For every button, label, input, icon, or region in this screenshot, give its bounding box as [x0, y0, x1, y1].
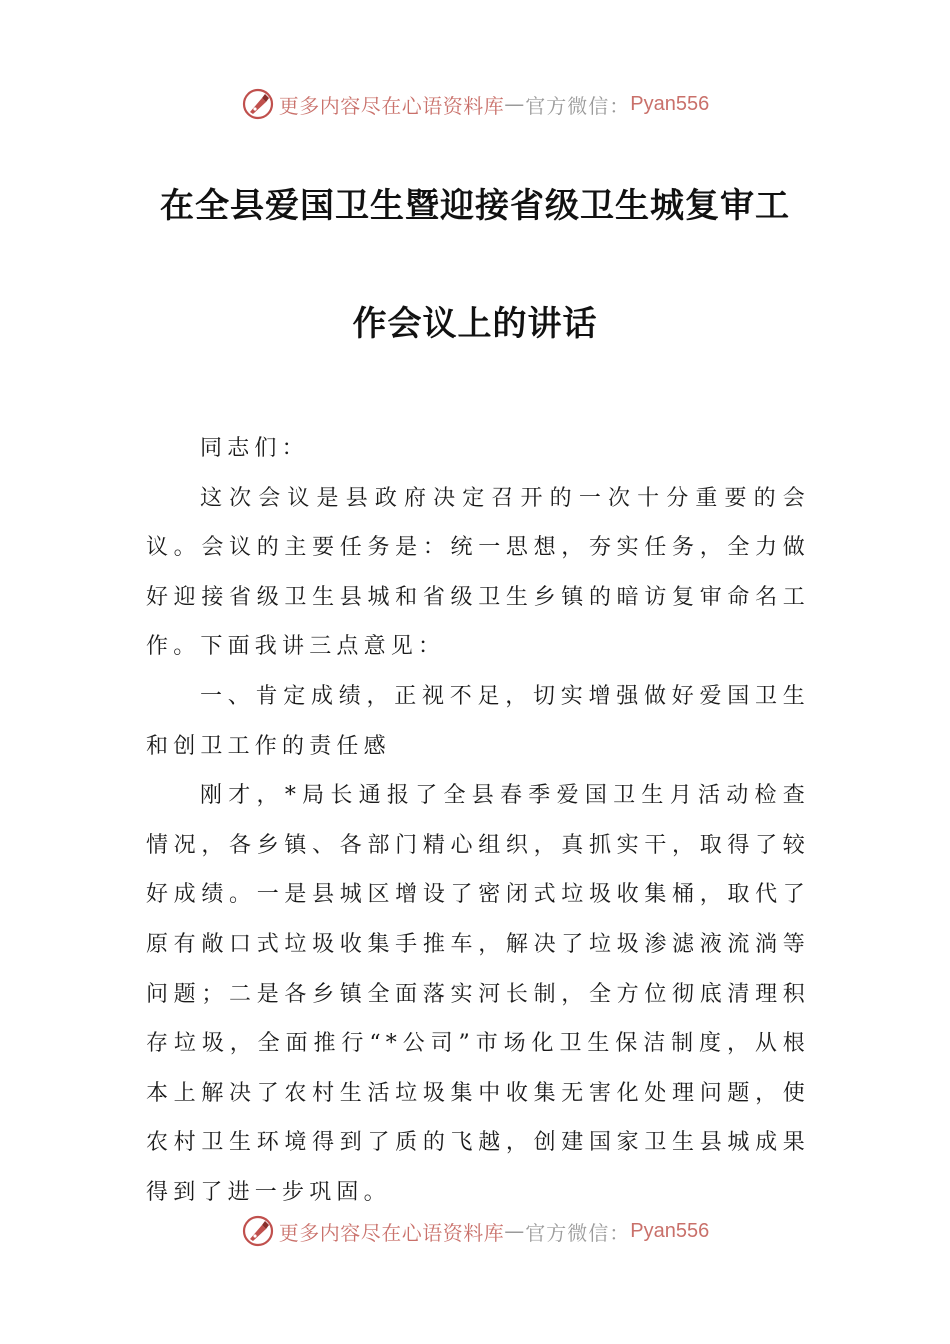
pen-nib-icon	[241, 87, 275, 121]
paragraph-intro: 这次会议是县政府决定召开的一次十分重要的会议。会议的主要任务是：统一思想，夯实任务，全力做好迎接省级卫生县城和省级卫生乡镇的暗访复审命名工作。下面我讲三点意见：	[146, 485, 810, 660]
document-body	[146, 424, 810, 1218]
watermark-id: Pyan556	[630, 1219, 710, 1242]
watermark-label: 官方微信：	[525, 1220, 631, 1245]
watermark-brand: 更多内容尽在心语资料库	[278, 93, 505, 118]
watermark-footer	[0, 1211, 950, 1251]
watermark-header	[0, 84, 950, 124]
watermark-separator: —	[504, 92, 526, 116]
watermark-brand: 更多内容尽在心语资料库	[278, 1220, 505, 1245]
watermark-id: Pyan556	[630, 92, 710, 115]
watermark-separator: —	[504, 1219, 526, 1243]
watermark-label: 官方微信：	[525, 93, 631, 118]
paragraph-achievements: 刚才，*局长通报了全县春季爱国卫生月活动检查情况，各乡镇、各部门精心组织，真抓实干，取得了较好成绩。一是县城区增设了密闭式垃圾收集桶，取代了原有敞口式垃圾收集手推车，解决了垃圾渗滤液流淌等问题；二是各乡镇全面落实河长制，全方位彻底清理积存垃圾，全面推行“*公司”市场化卫生保洁制度，从根本上解决了农村生活垃圾集中收集无害化处理问题，使农村卫生环境得到了质的飞越，创建国家卫生县城成果得到了进一步巩固。	[146, 783, 810, 1205]
section-heading-1: 一、肯定成绩，正视不足，切实增强做好爱国卫生和创卫工作的责任感	[146, 683, 810, 759]
pen-nib-icon	[241, 1214, 275, 1248]
salutation: 同志们：	[200, 436, 309, 461]
document-title-line1: 在全县爱国卫生暨迎接省级卫生城复审工	[160, 186, 790, 226]
document-title-line2: 作会议上的讲话	[352, 304, 598, 344]
